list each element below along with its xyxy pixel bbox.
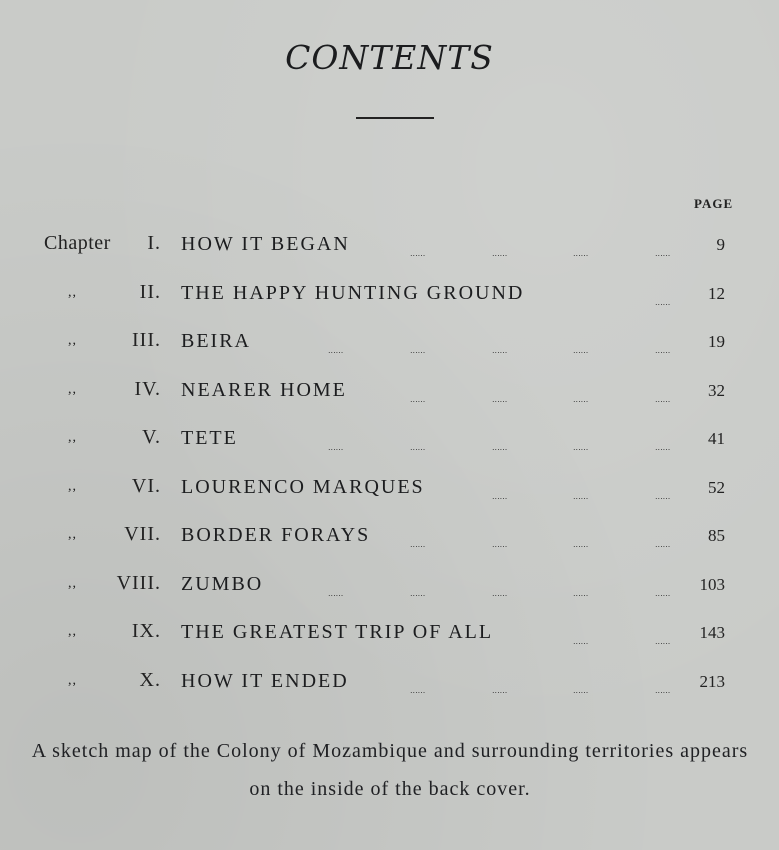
dot-leader: ...... bbox=[655, 346, 671, 355]
dot-leaders bbox=[0, 668, 779, 695]
toc-row-10[interactable] bbox=[0, 665, 779, 714]
dot-leader: ...... bbox=[655, 685, 671, 695]
chapter-title: THE GREATEST TRIP OF ALL bbox=[181, 621, 494, 643]
chapter-page-number: 12 bbox=[708, 283, 725, 303]
chapter-title: HOW IT ENDED bbox=[181, 669, 349, 692]
chapter-page-number: 143 bbox=[699, 623, 725, 642]
dot-leader: ...... bbox=[655, 540, 671, 549]
dot-leaders bbox=[0, 474, 779, 501]
dot-leader: ...... bbox=[328, 346, 344, 355]
chapter-numeral: IV. bbox=[134, 377, 161, 400]
chapter-title: BORDER FORAYS bbox=[181, 524, 371, 546]
dot-leader: ...... bbox=[328, 588, 344, 598]
toc-row-5[interactable] bbox=[0, 422, 779, 471]
ditto-mark: ,, bbox=[68, 333, 77, 348]
dot-leader: ...... bbox=[655, 588, 671, 598]
chapter-numeral: VIII. bbox=[116, 571, 161, 594]
chapter-numeral: VI. bbox=[131, 474, 161, 497]
dot-leader: ...... bbox=[655, 637, 671, 646]
dot-leader: ...... bbox=[573, 637, 589, 646]
title-divider bbox=[356, 117, 434, 119]
dot-leader: ...... bbox=[492, 685, 508, 695]
dot-leader: ...... bbox=[328, 443, 344, 452]
dot-leader: ...... bbox=[410, 394, 426, 404]
dot-leaders bbox=[0, 622, 779, 646]
dot-leader: ...... bbox=[410, 346, 426, 355]
ditto-mark: ,, bbox=[68, 672, 77, 688]
toc-row-7[interactable] bbox=[0, 519, 779, 568]
dot-leader: ...... bbox=[410, 588, 426, 598]
map-note: A sketch map of the Colony of Mozambique and surrounding territories appears on the inside of the back cover. bbox=[31, 740, 749, 800]
chapter-numeral: IX. bbox=[131, 620, 161, 642]
dot-leader: ...... bbox=[573, 685, 589, 695]
chapter-page-number: 103 bbox=[699, 574, 725, 594]
chapter-page-number: 213 bbox=[699, 671, 725, 691]
chapter-page-number: 41 bbox=[708, 429, 725, 448]
dot-leader: ...... bbox=[492, 540, 508, 549]
dot-leader: ...... bbox=[573, 394, 589, 404]
chapter-numeral: VII. bbox=[124, 523, 161, 545]
ditto-mark: ,, bbox=[68, 430, 77, 445]
dot-leader: ...... bbox=[655, 297, 671, 307]
toc-row-3[interactable] bbox=[0, 325, 779, 374]
dot-leader: ...... bbox=[655, 491, 671, 501]
dot-leader: ...... bbox=[492, 394, 508, 404]
chapter-title: LOURENCO MARQUES bbox=[181, 475, 425, 498]
page-title: CONTENTS bbox=[285, 38, 494, 77]
dot-leader: ...... bbox=[573, 443, 589, 452]
ditto-mark: ,, bbox=[68, 284, 77, 300]
dot-leader: ...... bbox=[492, 346, 508, 355]
chapter-numeral: V. bbox=[142, 426, 161, 448]
toc-row-6[interactable] bbox=[0, 471, 779, 520]
ditto-mark: ,, bbox=[68, 381, 77, 397]
dot-leader: ...... bbox=[410, 685, 426, 695]
ditto-mark: ,, bbox=[68, 478, 77, 494]
chapter-prefix: Chapter bbox=[44, 232, 111, 254]
dot-leader: ...... bbox=[492, 491, 508, 501]
ditto-mark: ,, bbox=[68, 575, 77, 591]
chapter-title: BEIRA bbox=[181, 330, 251, 352]
dot-leader: ...... bbox=[492, 443, 508, 452]
chapter-numeral: II. bbox=[139, 280, 161, 303]
chapter-page-number: 52 bbox=[708, 477, 725, 497]
toc-row-4[interactable] bbox=[0, 374, 779, 423]
dot-leader: ...... bbox=[410, 249, 426, 258]
ditto-mark: ,, bbox=[68, 527, 77, 542]
chapter-page-number: 9 bbox=[716, 235, 725, 254]
chapter-title: TETE bbox=[181, 427, 238, 449]
chapter-numeral: X. bbox=[139, 668, 161, 691]
dot-leader: ...... bbox=[573, 588, 589, 598]
toc-row-9[interactable] bbox=[0, 616, 779, 665]
chapter-numeral: III. bbox=[132, 329, 161, 351]
chapter-page-number: 32 bbox=[708, 380, 725, 400]
chapter-title: ZUMBO bbox=[181, 572, 264, 595]
dot-leaders bbox=[0, 525, 779, 549]
dot-leader: ...... bbox=[573, 540, 589, 549]
dot-leader: ...... bbox=[655, 443, 671, 452]
chapter-title: NEARER HOME bbox=[181, 378, 347, 401]
dot-leaders bbox=[0, 280, 779, 307]
dot-leaders bbox=[0, 428, 779, 452]
chapter-numeral: I. bbox=[147, 232, 161, 254]
dot-leader: ...... bbox=[573, 346, 589, 355]
dot-leader: ...... bbox=[655, 394, 671, 404]
ditto-mark: ,, bbox=[68, 624, 77, 639]
toc-row-1[interactable] bbox=[0, 228, 779, 277]
table-of-contents bbox=[0, 228, 779, 713]
dot-leader: ...... bbox=[492, 249, 508, 258]
dot-leaders bbox=[0, 331, 779, 355]
toc-row-2[interactable] bbox=[0, 277, 779, 326]
page-column-header: PAGE bbox=[694, 196, 734, 211]
chapter-title: THE HAPPY HUNTING GROUND bbox=[181, 281, 525, 304]
dot-leader: ...... bbox=[655, 249, 671, 258]
toc-row-8[interactable] bbox=[0, 568, 779, 617]
dot-leaders bbox=[0, 377, 779, 404]
dot-leader: ...... bbox=[410, 443, 426, 452]
dot-leader: ...... bbox=[573, 491, 589, 501]
chapter-title: HOW IT BEGAN bbox=[181, 233, 350, 255]
dot-leader: ...... bbox=[410, 540, 426, 549]
dot-leaders bbox=[0, 234, 779, 258]
chapter-page-number: 85 bbox=[708, 526, 725, 545]
dot-leaders bbox=[0, 571, 779, 598]
dot-leader: ...... bbox=[573, 249, 589, 258]
dot-leader: ...... bbox=[492, 588, 508, 598]
chapter-page-number: 19 bbox=[708, 332, 725, 351]
